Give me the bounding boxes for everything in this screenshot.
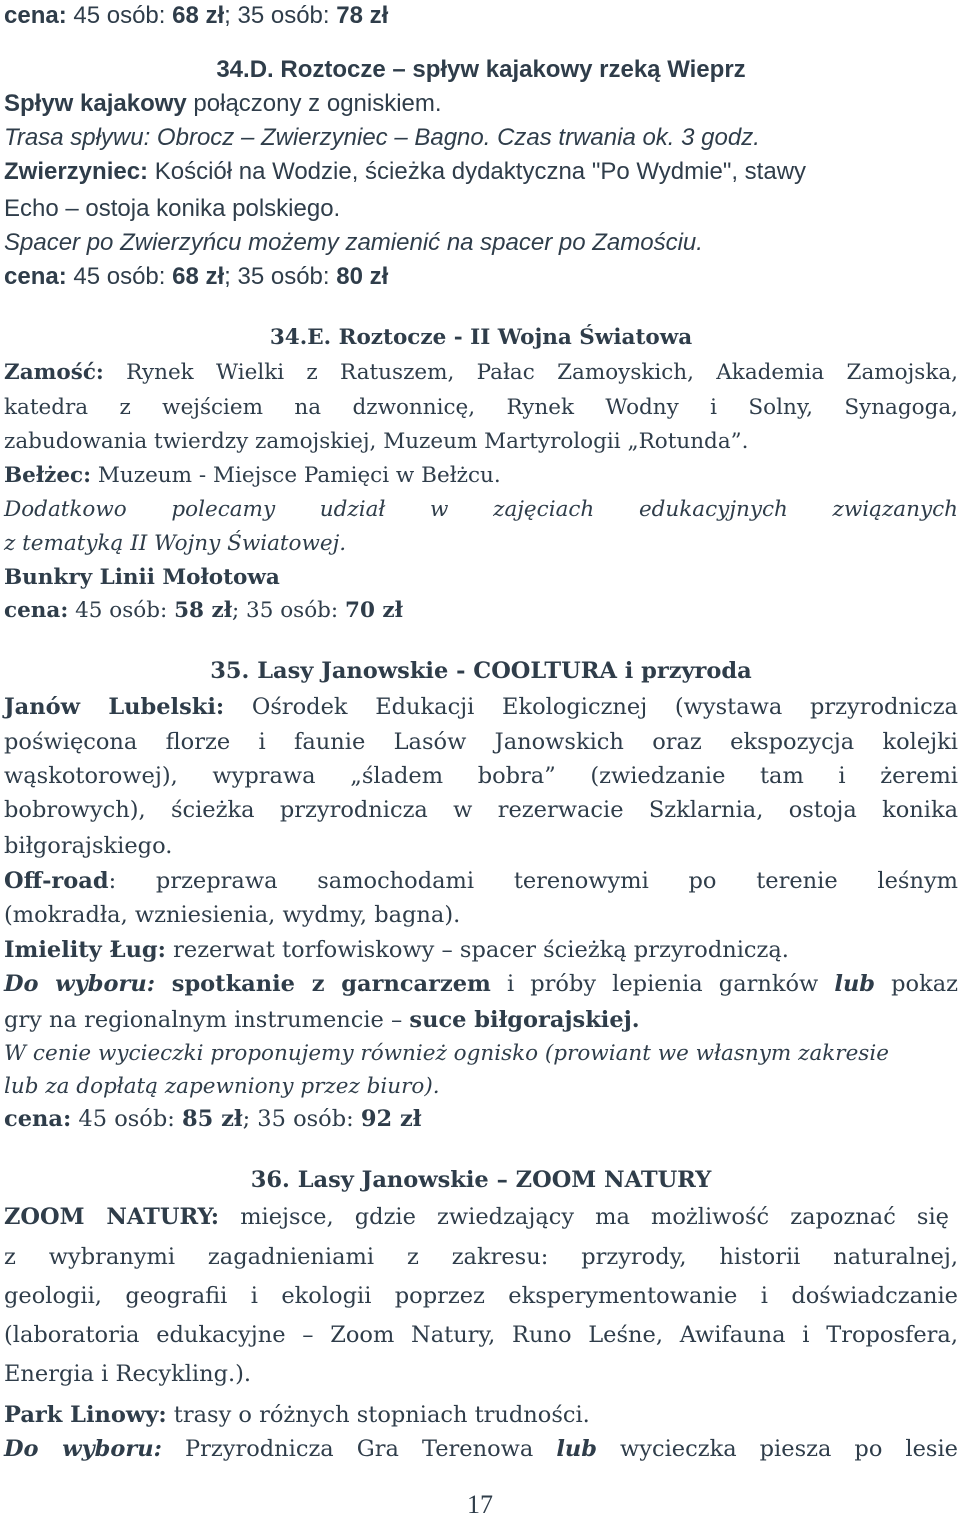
s34d-line5: Spacer po Zwierzyńcu możemy zamienić na spacer po Zamościu. (4, 229, 703, 256)
s34e-line7: Bunkry Linii Mołotowa (4, 565, 280, 590)
s36-line4: (laboratoria edukacyjne – Zoom Natury, Runo Leśne, Awifauna i Troposfera, (4, 1322, 958, 1348)
s36-line3: geologii, geografii i ekologii poprzez eksperymentowanie i doświadczanie (4, 1283, 958, 1309)
s35-line5: biłgorajskiego. (4, 833, 173, 859)
price-line-s34d: cena: 45 osób: 68 zł; 35 osób: 80 zł (4, 263, 389, 290)
s34d-line1: Spływ kajakowy połączony z ogniskiem. (4, 90, 442, 117)
s35-line11: W cenie wycieczki proponujemy również ognisko (prowiant we własnym zakresie (4, 1041, 889, 1066)
s36-line5: Energia i Recykling.). (4, 1361, 252, 1387)
s34d-line3: Zwierzyniec: Kościół na Wodzie, ścieżka dydaktyczna "Po Wydmie", stawy (4, 158, 807, 185)
s35-line6: Off-road: przeprawa samochodami terenowymi po terenie leśnym (4, 868, 958, 894)
section-36-heading: 36. Lasy Janowskie – ZOOM NATURY (250, 1167, 712, 1193)
s34e-line2: katedra z wejściem na dzwonnicę, Rynek Wodny i Solny, Synagoga, (4, 395, 958, 420)
price-line-s35: cena: 45 osób: 85 zł; 35 osób: 92 zł (4, 1106, 422, 1132)
section-34d-heading: 34.D. Roztocze – spływ kajakowy rzeką Wieprz (216, 56, 746, 83)
section-35-heading: 35. Lasy Janowskie - COOLTURA i przyroda (210, 658, 752, 684)
s35-line1: Janów Lubelski: Ośrodek Edukacji Ekologicznej (wystawa przyrodnicza (4, 694, 958, 720)
s36-line7: Do wyboru: Przyrodnicza Gra Terenowa lub wycieczka piesza po lesie (4, 1436, 958, 1462)
s36-line6: Park Linowy: trasy o różnych stopniach trudności. (4, 1402, 590, 1428)
s35-line8: Imielity Ług: rezerwat torfowiskowy – spacer ścieżką przyrodniczą. (4, 937, 789, 963)
s35-line4: bobrowych), ścieżka przyrodnicza w rezerwacie Szklarnia, ostoja konika (4, 797, 958, 823)
page-number: 17 (467, 1490, 493, 1519)
s34d-line2: Trasa spływu: Obrocz – Zwierzyniec – Bagno. Czas trwania ok. 3 godz. (4, 124, 760, 151)
s35-line9: Do wyboru: spotkanie z garncarzem i próby lepienia garnków lub pokaz (4, 971, 958, 997)
price-line-s33: cena: 45 osób: 68 zł; 35 osób: 78 zł (4, 2, 389, 29)
s34d-line4: Echo – ostoja konika polskiego. (4, 195, 341, 222)
s36-line1: ZOOM NATURY: miejsce, gdzie zwiedzający ma możliwość zapoznać się (4, 1204, 949, 1230)
s36-line2: z wybranymi zagadnieniami z zakresu: przyrody, historii naturalnej, (4, 1244, 958, 1270)
s35-line7: (mokradła, wzniesienia, wydmy, bagna). (4, 902, 461, 928)
s34e-line5: Dodatkowo polecamy udział w zajęciach edukacyjnych związanych (4, 497, 958, 522)
s35-line3: wąskotorowej), wyprawa „śladem bobra” (zwiedzanie tam i żeremi (4, 763, 958, 789)
price-line-s34e: cena: 45 osób: 58 zł; 35 osób: 70 zł (4, 598, 403, 623)
s34e-line4: Bełżec: Muzeum - Miejsce Pamięci w Bełżcu. (4, 463, 501, 488)
s35-line10: gry na regionalnym instrumencie – suce biłgorajskiej. (4, 1007, 640, 1033)
s34e-line3: zabudowania twierdzy zamojskiej, Muzeum Martyrologii „Rotunda”. (4, 429, 749, 454)
s35-line2: poświęcona florze i faunie Lasów Janowskich oraz ekspozycja kolejki (4, 729, 958, 755)
s35-line12: lub za dopłatą zapewniony przez biuro). (4, 1074, 440, 1099)
s34e-line1: Zamość: Rynek Wielki z Ratuszem, Pałac Zamoyskich, Akademia Zamojska, (4, 360, 958, 385)
section-34e-heading: 34.E. Roztocze - II Wojna Światowa (269, 325, 693, 350)
s34e-line6: z tematyką II Wojny Światowej. (4, 531, 347, 556)
